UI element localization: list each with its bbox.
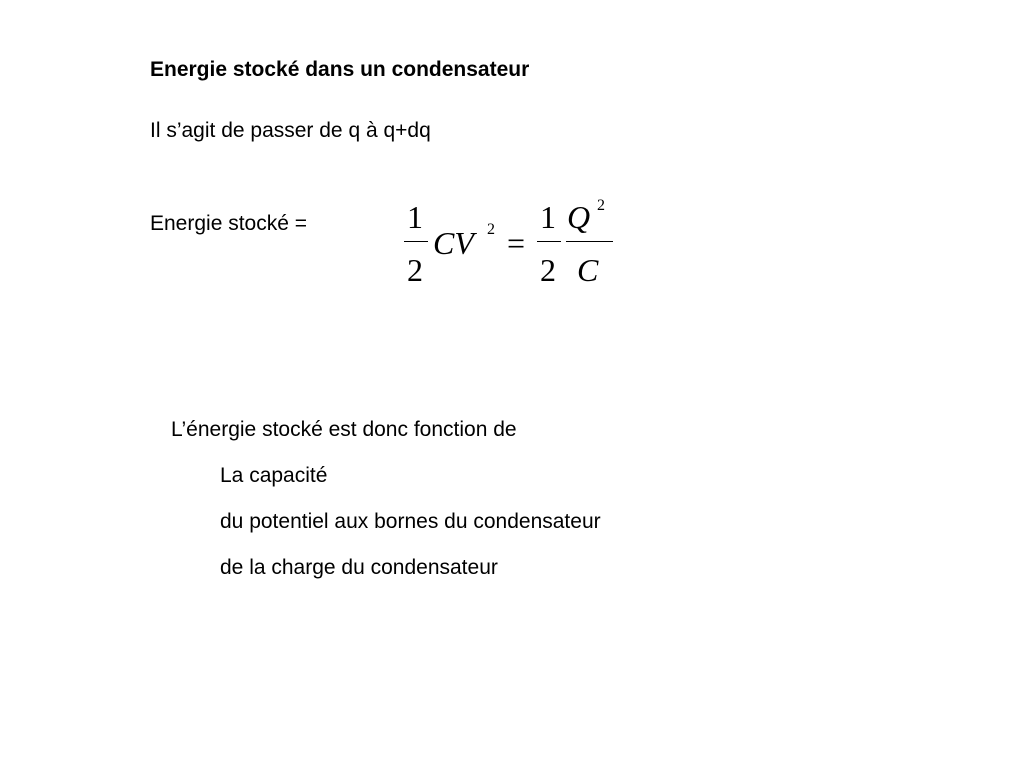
right-fraction-denominator: 2 bbox=[540, 252, 556, 288]
dependency-item-capacity: La capacité bbox=[220, 464, 328, 487]
dependency-item-potential: du potentiel aux bornes du condensateur bbox=[220, 510, 601, 533]
right-fraction-bar bbox=[537, 241, 561, 242]
left-fraction-numerator: 1 bbox=[407, 199, 423, 235]
left-fraction-denominator: 2 bbox=[407, 252, 423, 288]
left-fraction-bar bbox=[404, 241, 428, 242]
dependency-item-charge: de la charge du condensateur bbox=[220, 556, 498, 579]
slide-title: Energie stocké dans un condensateur bbox=[150, 58, 530, 81]
right-fraction-numerator: 1 bbox=[540, 199, 556, 235]
equals-sign: = bbox=[507, 225, 526, 261]
energy-label: Energie stocké = bbox=[150, 212, 308, 235]
conclusion-text: L’énergie stocké est donc fonction de bbox=[171, 418, 517, 441]
right-denominator-c: C bbox=[577, 252, 599, 288]
right-numerator-q: Q bbox=[567, 199, 591, 235]
right-numerator-exponent: 2 bbox=[597, 197, 605, 214]
left-term-exponent: 2 bbox=[487, 221, 495, 238]
q2-over-c-bar bbox=[566, 241, 613, 242]
intro-text: Il s’agit de passer de q à q+dq bbox=[150, 119, 431, 142]
left-term-cv: CV bbox=[433, 225, 474, 261]
